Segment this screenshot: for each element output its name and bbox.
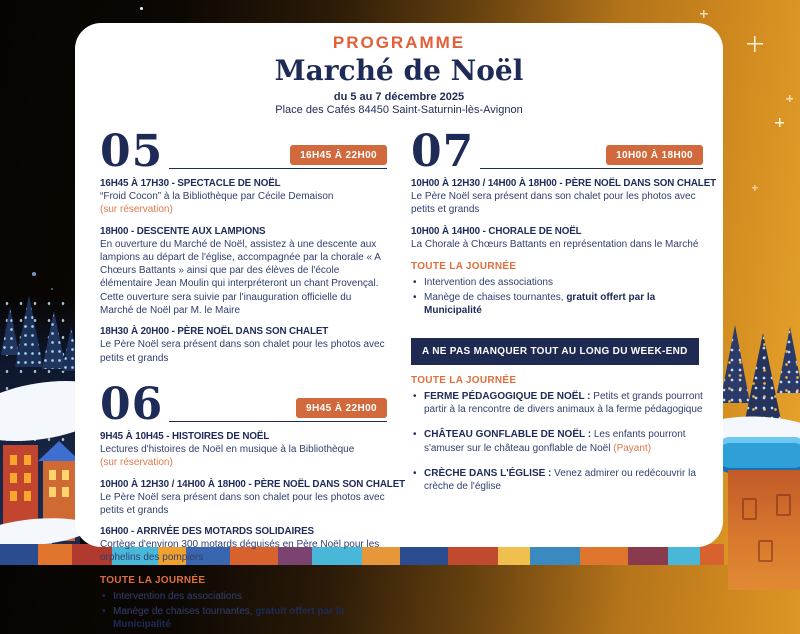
weekend-item-body: Venez admirer ou redécouvrir la crèche de l'église <box>424 467 696 493</box>
star-dot <box>140 7 143 10</box>
day-rule <box>480 126 703 169</box>
event-title: 10H00 À 14H00 - CHORALE DE NOËL <box>411 225 582 237</box>
window <box>776 494 791 516</box>
event-title: 16H00 - ARRIVÉE DES MOTARDS SOLIDAIRES <box>100 526 314 538</box>
event-item <box>100 431 387 470</box>
sparkle-icon <box>747 36 763 52</box>
day-section-07 <box>411 125 717 318</box>
day-hours-badge: 16H45 À 22H00 <box>290 145 387 165</box>
day-header <box>100 125 387 177</box>
bg-illustration-right-village <box>722 325 800 565</box>
list-item <box>411 428 703 455</box>
weekend-list <box>411 390 703 494</box>
event-title: 18H00 - DESCENTE AUX LAMPIONS <box>100 225 266 237</box>
event-description: Le Père Noël sera présent dans son chalet pour les photos avec petits et grands <box>100 491 385 516</box>
event-description: Lectures d'histoires de Noël en musique à la Bibliothèque <box>100 443 355 455</box>
sparkle-icon <box>700 10 708 18</box>
column-left <box>100 125 406 634</box>
day-header <box>411 125 703 177</box>
event-title: 16H45 À 17H30 - SPECTACLE DE NOËL <box>100 178 281 189</box>
programme-columns <box>100 125 717 634</box>
day-rule <box>169 379 387 422</box>
event-description: Le Père Noël sera présent dans son chalet pour les photos avec petits et grands <box>100 339 385 364</box>
event-title: 9H45 À 10H45 - HISTOIRES DE NOËL <box>100 430 270 442</box>
sparkle-icon <box>752 185 758 191</box>
event-description: Cortège d'environ 300 motards déguisés en Père Noël pour les orphelins des pompiers <box>100 539 380 564</box>
day-number: 07 <box>411 125 475 177</box>
event-title: 10H00 À 12H30 / 14H00 À 18H00 - PÈRE NOËL DANS SON CHALET <box>100 478 406 490</box>
weekend-item-title: FERME PÉDAGOGIQUE DE NOËL : <box>424 390 591 402</box>
star-dot <box>51 288 53 290</box>
fir-tree-icon <box>744 333 782 425</box>
bullet-bold-text: gratuit offert par la Municipalité <box>113 606 345 631</box>
event-title: 10H00 À 12H30 / 14H00 À 18H00 - PÈRE NOËL DANS SON CHALET <box>411 178 717 189</box>
weekend-section <box>411 320 703 494</box>
event-venue: Place des Cafés 84450 Saint-Saturnin-lès-Avignon <box>275 104 523 116</box>
weekend-item-title: CRÈCHE DANS L'ÉGLISE : <box>424 467 552 479</box>
event-item <box>100 526 387 565</box>
bullet-text: Intervention des associations <box>424 276 553 288</box>
event-note: (sur réservation) <box>100 457 173 469</box>
day-section-05 <box>100 127 387 365</box>
event-description: La Chorale à Chœurs Battants en représentation dans le Marché <box>411 238 699 250</box>
all-day-label: TOUTE LA JOURNÉE <box>100 574 206 586</box>
weekend-item-note: (Payant) <box>613 442 652 454</box>
bullet-text: Manège de chaises tournantes, <box>113 606 256 618</box>
bullet-bold-text: gratuit offert par la Municipalité <box>424 292 656 317</box>
bg-illustration-left-village <box>0 295 80 565</box>
window <box>758 540 773 562</box>
all-day-block <box>411 261 703 318</box>
list-item <box>411 276 703 289</box>
bullet-text: Manège de chaises tournantes, <box>424 292 567 304</box>
day-rule <box>169 126 387 169</box>
day-hours-badge: 10H00 À 18H00 <box>606 145 703 165</box>
bullet-text: Intervention des associations <box>113 590 242 602</box>
event-description: Le Père Noël sera présent dans son chalet pour les photos avec petits et grands <box>411 191 696 216</box>
event-item <box>411 226 703 251</box>
event-description: “Froid Cocon” à la Bibliothèque par Cécile Demaison <box>100 191 334 202</box>
day-header <box>100 378 387 430</box>
programme-header <box>100 33 698 116</box>
weekend-item-body: Petits et grands pourront partir à la rencontre de divers animaux à la ferme pédagogique <box>424 390 703 416</box>
event-dates: du 5 au 7 décembre 2025 <box>333 91 465 103</box>
day-section-06 <box>100 378 406 632</box>
list-item <box>100 605 387 632</box>
day-number: 05 <box>100 125 164 177</box>
event-item <box>100 226 387 318</box>
event-item <box>100 178 387 217</box>
event-item <box>100 326 387 365</box>
lit-window <box>49 470 56 480</box>
event-description: En ouverture du Marché de Noël, assistez à une descente aux lampions au départ de l'église, accompagnée par la chorale « A Chœurs Battants » ainsi que par des élèves de l'école élémentaire Jean Moulin qui interpréteront un chant Provençal. Cette ouverture sera suivie par l'inauguration officielle du Marché de Noël par M. le Maire <box>100 238 381 317</box>
window <box>742 498 757 520</box>
sparkle-icon <box>786 95 793 102</box>
event-note: (sur réservation) <box>100 204 173 216</box>
all-day-list <box>411 276 703 318</box>
all-day-block <box>100 575 387 632</box>
sparkle-icon <box>775 118 784 127</box>
village-house <box>728 470 800 590</box>
list-item <box>411 390 703 417</box>
event-title: 18H30 À 20H00 - PÈRE NOËL DANS SON CHALET <box>100 326 329 338</box>
day-hours-badge: 9H45 À 22H00 <box>296 398 387 418</box>
event-item <box>100 478 406 518</box>
programme-card <box>75 23 723 631</box>
lit-window <box>10 455 17 465</box>
programme-kicker: PROGRAMME <box>332 33 466 52</box>
event-item <box>411 178 717 217</box>
fir-tree-icon <box>720 325 750 403</box>
weekend-banner: A NE PAS MANQUER TOUT AU LONG DU WEEK-END <box>411 338 699 365</box>
blue-roof <box>716 437 800 473</box>
fir-tree-icon <box>777 327 800 393</box>
star-dot <box>32 272 36 276</box>
weekend-item-title: CHÂTEAU GONFLABLE DE NOËL : <box>424 429 592 441</box>
all-day-list <box>100 590 387 632</box>
list-item <box>100 590 387 603</box>
column-right <box>411 125 717 634</box>
all-day-label: TOUTE LA JOURNÉE <box>411 374 517 386</box>
list-item <box>411 291 703 318</box>
page-title: Marché de Noël <box>274 54 524 87</box>
day-number: 06 <box>100 378 164 430</box>
all-day-label: TOUTE LA JOURNÉE <box>411 260 517 272</box>
list-item <box>411 467 703 494</box>
weekend-item-body: Les enfants pourront s'amuser sur le château gonflable de Noël <box>424 429 686 454</box>
